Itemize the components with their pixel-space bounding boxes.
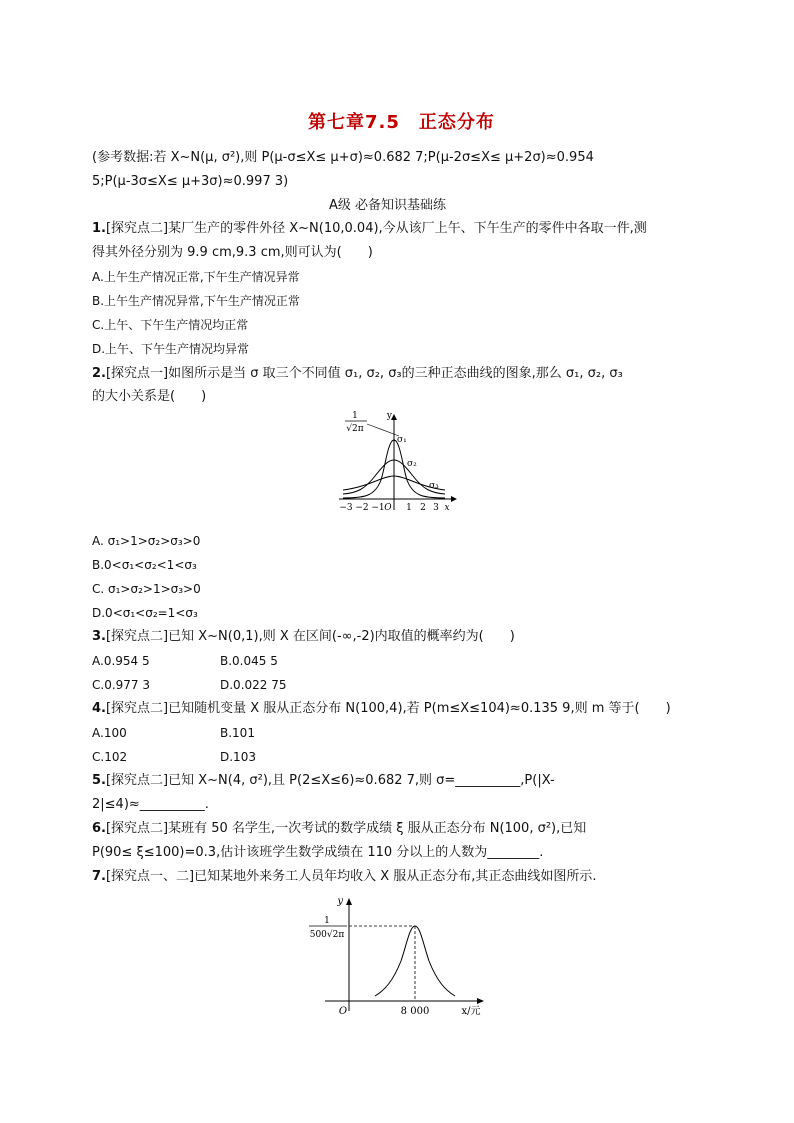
question-6-line-2: P(90≤ ξ≤100)=0.3,估计该班学生数学成绩在 110 分以上的人数为________.	[92, 845, 544, 860]
question-1-option-c: C.上午、下午生产情况均正常	[92, 318, 249, 332]
question-number: 3.	[92, 629, 106, 644]
sigma2-label: σ₂	[407, 459, 417, 469]
question-number: 1.	[92, 221, 106, 236]
question-5-line-2: 2|≤4)≈__________.	[92, 797, 209, 812]
peak-label-denominator: √2π	[346, 424, 364, 434]
question-5-line-1	[92, 771, 555, 791]
question-1-option-a: A.上午生产情况正常,下午生产情况异常	[92, 270, 300, 284]
y-axis-label: y	[337, 896, 343, 907]
question-text: [探究点二]已知 X~N(0,1),则 X 在区间(-∞,-2)内取值的概率约为( )	[105, 629, 515, 644]
peak-label-denominator: 500√2π	[309, 930, 345, 940]
question-1-line-2: 得其外径分别为 9.9 cm,9.3 cm,则可认为( )	[92, 245, 373, 260]
x-axis-label: x	[444, 503, 450, 513]
question-2-option-c: C. σ₁>σ₂>1>σ₃>0	[92, 582, 201, 596]
question-2-option-d: D.0<σ₁<σ₂=1<σ₃	[92, 606, 198, 620]
x-axis-arrow	[451, 496, 457, 502]
question-4-option-d: D.103	[220, 750, 256, 764]
income-curve-figure	[305, 893, 490, 1023]
question-1-line-1	[92, 219, 647, 239]
question-text: [探究点二]已知 X~N(4, σ²),且 P(2≤X≤6)≈0.682 7,则 σ=__________,P(|X-	[105, 773, 555, 788]
question-number: 5.	[92, 773, 106, 788]
page-title: 第七章7.5 正态分布	[308, 112, 495, 133]
question-3-option-c: C.0.977 3	[92, 678, 150, 692]
origin-label: O	[384, 503, 392, 513]
question-number: 6.	[92, 821, 106, 836]
x-tick-label: −2	[355, 503, 369, 513]
question-text: [探究点二]某厂生产的零件外径 X~N(10,0.04),今从该厂上午、下午生产的零件中各取一件,测	[105, 221, 647, 236]
x-axis-arrow	[477, 998, 484, 1004]
section-title: A级 必备知识基础练	[329, 198, 447, 213]
question-4-option-a: A.100	[92, 726, 127, 740]
question-text: [探究点二]已知随机变量 X 服从正态分布 N(100,4),若 P(m≤X≤104)≈0.135 9,则 m 等于( )	[105, 701, 671, 716]
question-4-line-1	[92, 699, 671, 719]
x-axis-label: x/元	[461, 1006, 481, 1017]
x-tick-label: 3	[433, 503, 439, 513]
y-axis-label: y	[386, 411, 392, 421]
question-2-line-2: 的大小关系是( )	[92, 389, 207, 404]
reference-line-2: 5;P(μ-3σ≤X≤ μ+3σ)≈0.997 3)	[92, 174, 289, 189]
origin-label: O	[338, 1006, 348, 1017]
y-axis-arrow	[346, 898, 352, 905]
question-text: [探究点一]如图所示是当 σ 取三个不同值 σ₁, σ₂, σ₃的三种正态曲线的图象,那么 σ₁, σ₂, σ₃	[105, 366, 623, 381]
peak-label-numerator: 1	[352, 411, 358, 421]
question-3-line-1	[92, 627, 515, 647]
question-3-option-b: B.0.045 5	[220, 654, 278, 668]
question-text: [探究点一、二]已知某地外来务工人员年均收入 X 服从正态分布,其正态曲线如图所示.	[105, 869, 597, 884]
normal-curves-figure	[335, 410, 460, 518]
x-tick-label: −1	[371, 503, 385, 513]
question-2-option-b: B.0<σ₁<σ₂<1<σ₃	[92, 558, 197, 572]
x-tick-label: 2	[420, 503, 426, 513]
question-3-option-d: D.0.022 75	[220, 678, 287, 692]
question-3-option-a: A.0.954 5	[92, 654, 150, 668]
question-number: 7.	[92, 869, 106, 884]
question-7-line-1	[92, 867, 597, 887]
x-tick-label: −3	[339, 503, 353, 513]
peak-label-numerator: 1	[324, 916, 330, 926]
question-text: [探究点二]某班有 50 名学生,一次考试的数学成绩 ξ 服从正态分布 N(100, σ²),已知	[105, 821, 587, 836]
sigma1-label: σ₁	[397, 435, 407, 445]
question-6-line-1	[92, 819, 586, 839]
question-1-option-d: D.上午、下午生产情况均异常	[92, 342, 250, 356]
question-4-option-c: C.102	[92, 750, 128, 764]
reference-line-1: (参考数据:若 X~N(μ, σ²),则 P(μ-σ≤X≤ μ+σ)≈0.682 7;P(μ-2σ≤X≤ μ+2σ)≈0.954	[92, 150, 594, 165]
question-number: 4.	[92, 701, 106, 716]
question-2-option-a: A. σ₁>1>σ₂>σ₃>0	[92, 534, 201, 548]
sigma3-label: σ₃	[429, 481, 439, 491]
question-4-option-b: B.101	[220, 726, 255, 740]
x-tick-label: 1	[406, 503, 412, 513]
question-number: 2.	[92, 366, 106, 381]
question-2-line-1	[92, 364, 623, 384]
x-tick-label: 8 000	[400, 1006, 430, 1017]
question-1-option-b: B.上午生产情况异常,下午生产情况正常	[92, 294, 300, 308]
